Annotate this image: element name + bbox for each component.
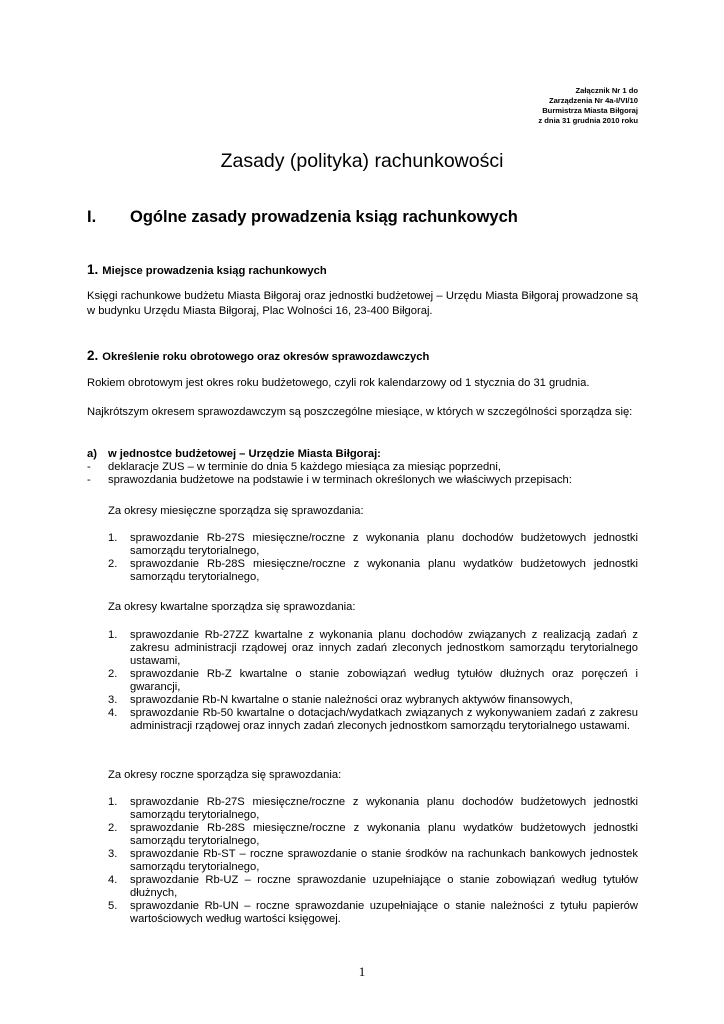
section-2-title: Określenie roku obrotowego oraz okresów sprawozdawczych xyxy=(102,351,430,363)
section-2-heading xyxy=(87,348,429,365)
list-marker: 1. xyxy=(108,629,118,641)
document-title: Zasady (polityka) rachunkowości xyxy=(220,150,504,172)
list-marker: 4. xyxy=(108,707,118,719)
annex-line-1: Załącznik Nr 1 do xyxy=(575,86,638,95)
monthly-reports-intro: Za okresy miesięczne sporządza się sprawozdania: xyxy=(108,505,364,517)
list-item xyxy=(108,848,638,874)
list-marker: 2. xyxy=(108,822,118,834)
annual-reports-intro: Za okresy roczne sporządza się sprawozdania: xyxy=(108,769,342,781)
unit-heading-item xyxy=(87,448,638,461)
annex-line-4: z dnia 31 grudnia 2010 roku xyxy=(538,116,638,125)
list-item-text: sprawozdanie Rb-ST – roczne sprawozdanie o stanie środków na rachunkach bankowych jednostek samorządu terytorialnego, xyxy=(130,848,638,873)
chapter-title: Ogólne zasady prowadzenia ksiąg rachunkowych xyxy=(130,208,518,226)
page-number: 1 xyxy=(358,964,366,979)
list-item xyxy=(108,822,638,848)
section-1-number: 1. xyxy=(87,262,99,277)
list-item-text: sprawozdanie Rb-27ZZ kwartalne z wykonania planu dochodów związanych z realizacją zadań z zakresu administracji rządowej oraz innych zadań zleconych jednostkom samorządu terytorialnego ustawami, xyxy=(130,629,638,667)
annual-reports-list xyxy=(108,796,638,926)
list-item xyxy=(87,474,638,487)
monthly-reports-list xyxy=(108,532,638,584)
list-item xyxy=(108,900,638,926)
list-item xyxy=(108,532,638,558)
list-marker: 1. xyxy=(108,796,118,808)
list-marker: 2. xyxy=(108,668,118,680)
list-item-text: sprawozdanie Rb-28S miesięczne/roczne z wykonania planu wydatków budżetowych jednostki samorządu terytorialnego, xyxy=(130,558,638,583)
list-item xyxy=(87,461,638,474)
list-item-text: sprawozdanie Rb-N kwartalne o stanie należności oraz wybranych aktywów finansowych, xyxy=(130,694,573,706)
list-item-text: deklaracje ZUS – w terminie do dnia 5 każdego miesiąca za miesiąc poprzedni, xyxy=(108,461,501,473)
list-marker: - xyxy=(87,474,91,486)
list-marker: 1. xyxy=(108,532,118,544)
list-marker: 3. xyxy=(108,694,118,706)
section-2-number: 2. xyxy=(87,348,99,363)
list-item xyxy=(108,874,638,900)
list-item-text: sprawozdanie Rb-28S miesięczne/roczne z wykonania planu wydatków budżetowych jednostki samorządu terytorialnego, xyxy=(130,822,638,847)
list-item-text: sprawozdanie Rb-27S miesięczne/roczne z wykonania planu dochodów budżetowych jednostki samorządu terytorialnego, xyxy=(130,532,638,557)
annex-line-2: Zarządzenia Nr 4a-I/VI/10 xyxy=(548,96,638,105)
list-marker: 4. xyxy=(108,874,118,886)
quarterly-reports-intro: Za okresy kwartalne sporządza się sprawozdania: xyxy=(108,601,356,613)
list-marker: a) xyxy=(87,448,97,460)
list-item xyxy=(108,707,638,733)
section-1-heading xyxy=(87,262,327,279)
list-marker: 2. xyxy=(108,558,118,570)
chapter-heading xyxy=(87,205,518,229)
list-item xyxy=(108,629,638,668)
list-item-text: sprawozdanie Rb-50 kwartalne o dotacjach/wydatkach związanych z wykonywaniem zadań z zakresu administracji rządowej oraz innych zadań zleconych jednostkom samorządu terytorialnego ustawami. xyxy=(130,707,638,732)
section-1-paragraph: Księgi rachunkowe budżetu Miasta Biłgoraj oraz jednostki budżetowej – Urzędu Miasta Biłgoraj prowadzone są w budynku Urzędu Miasta Biłgoraj, Plac Wolności 16, 23-400 Biłgoraj. xyxy=(87,290,638,317)
reporting-period-paragraph: Najkrótszym okresem sprawozdawczym są poszczególne miesiące, w których w szczególności sporządza się: xyxy=(87,406,633,418)
list-item xyxy=(108,558,638,584)
section-1-title: Miejsce prowadzenia ksiąg rachunkowych xyxy=(102,265,327,277)
list-item xyxy=(108,668,638,694)
list-item-text: sprawozdanie Rb-27S miesięczne/roczne z wykonania planu dochodów budżetowych jednostki samorządu terytorialnego, xyxy=(130,796,638,821)
annex-note xyxy=(538,86,638,126)
fiscal-year-paragraph: Rokiem obrotowym jest okres roku budżetowego, czyli rok kalendarzowy od 1 stycznia do 31 grudnia. xyxy=(87,377,590,389)
quarterly-reports-list xyxy=(108,629,638,733)
list-item-text: sprawozdanie Rb-Z kwartalne o stanie zobowiązań według tytułów dłużnych oraz poręczeń i gwarancji, xyxy=(130,668,638,693)
annex-line-3: Burmistrza Miasta Biłgoraj xyxy=(542,106,638,115)
unit-label: w jednostce budżetowej – Urzędzie Miasta Biłgoraj: xyxy=(108,448,381,460)
list-marker: - xyxy=(87,461,91,473)
list-item-text: sprawozdania budżetowe na podstawie i w terminach określonych we właściwych przepisach: xyxy=(108,474,572,486)
unit-list xyxy=(87,448,638,487)
list-marker: 3. xyxy=(108,848,118,860)
list-item xyxy=(108,694,638,707)
list-marker: 5. xyxy=(108,900,118,912)
list-item-text: sprawozdanie Rb-UZ – roczne sprawozdanie uzupełniające o stanie zobowiązań według tytułów dłużnych, xyxy=(130,874,638,899)
chapter-number: I. xyxy=(87,208,97,226)
list-item-text: sprawozdanie Rb-UN – roczne sprawozdanie uzupełniające o stanie należności z tytułu papierów wartościowych według wartości księgowej. xyxy=(130,900,638,925)
list-item xyxy=(108,796,638,822)
